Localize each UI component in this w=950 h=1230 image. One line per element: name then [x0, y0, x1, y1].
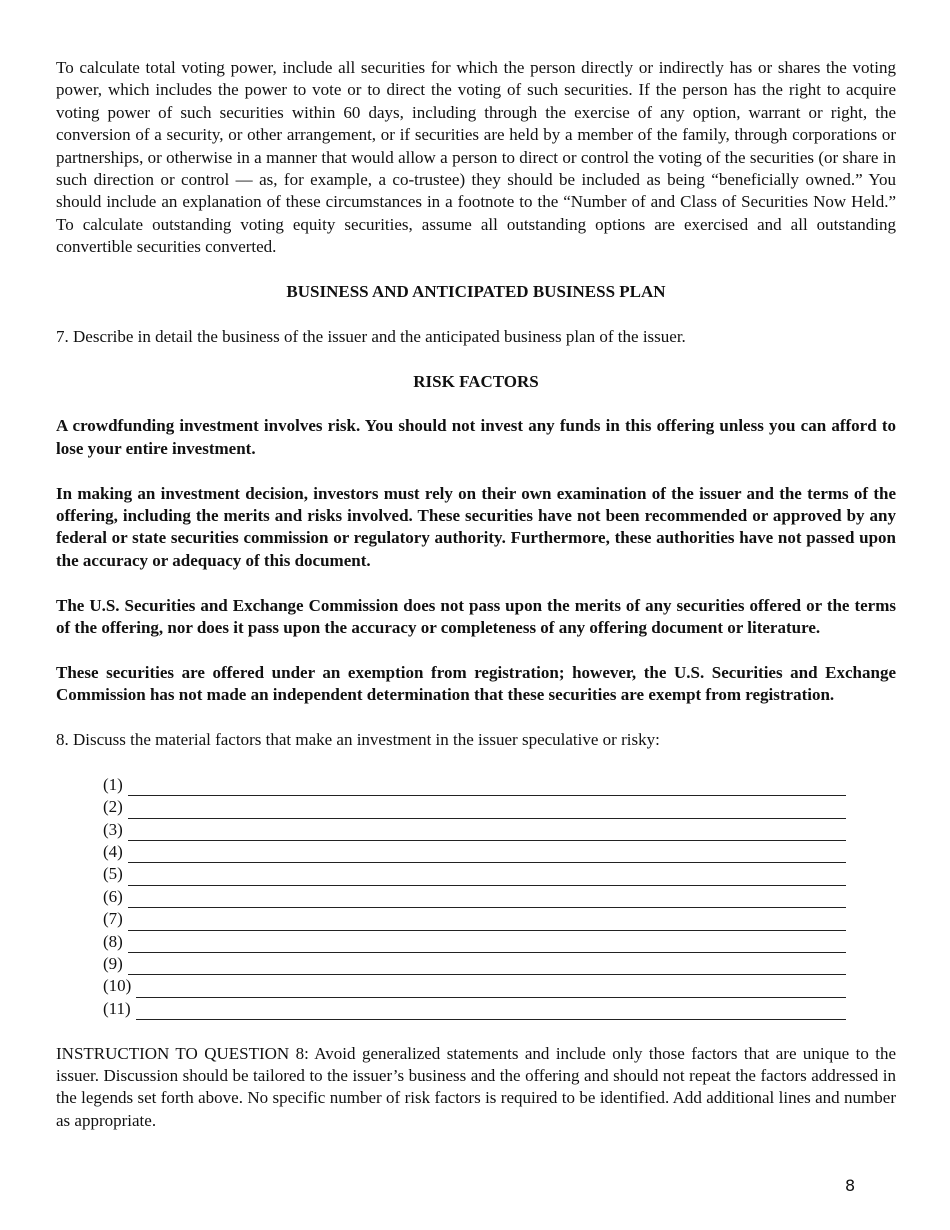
blank-line[interactable] [128, 845, 846, 863]
risk-factor-number: (6) [103, 886, 123, 906]
risk-factor-number: (1) [103, 774, 123, 794]
risk-factor-line[interactable] [103, 953, 846, 975]
business-plan-heading: BUSINESS AND ANTICIPATED BUSINESS PLAN [286, 282, 666, 302]
risk-factor-line[interactable] [103, 819, 846, 841]
risk-factor-line[interactable] [103, 841, 846, 863]
risk-factor-number: (7) [103, 909, 123, 929]
risk-factor-line[interactable] [103, 774, 846, 796]
question-8: 8. Discuss the material factors that make an investment in the issuer speculative or risky: [56, 730, 660, 750]
risk-factor-line[interactable] [103, 908, 846, 930]
voting-power-paragraph: To calculate total voting power, include all securities for which the person directly or indirectly has or shares the voting power, which includes the power to vote or to direct the voting of such securities. If the person has the right to acquire voting power of such securities within 60 days, including through the exercise of any option, warrant or right, the conversion of a security, or other arrangement, or if securities are held by a member of the family, through corporations or partnerships, or otherwise in a manner that would allow a person to direct or control the voting of the securities (or share in such direction or control — as, for example, a co-trustee) they should be included as being “beneficially owned.” You should include an explanation of these circumstances in a footnote to the “Number of and Class of Securities Now Held.” To calculate outstanding voting equity securities, assume all outstanding options are exercised and all outstanding convertible securities converted. [56, 58, 896, 257]
risk-factors-heading: RISK FACTORS [413, 371, 539, 391]
blank-line[interactable] [128, 957, 846, 975]
risk-legend-3: The U.S. Securities and Exchange Commission does not pass upon the merits of any securities offered or the terms of the offering, nor does it pass upon the accuracy or completeness of any offering document or literature. [56, 595, 896, 638]
blank-line[interactable] [136, 980, 846, 998]
instruction-question-8: INSTRUCTION TO QUESTION 8: Avoid generalized statements and include only those factors that are unique to the issuer. Discussion should be tailored to the issuer’s business and the offering and should not repeat the factors addressed in the legends set forth above. No specific number of risk factors is required to be identified. Add additional lines and number as appropriate. [56, 1043, 896, 1130]
risk-legend-1: A crowdfunding investment involves risk. You should not invest any funds in this offering unless you can afford to lose your entire investment. [56, 416, 896, 458]
document-page [56, 57, 896, 1132]
risk-factor-number: (4) [103, 842, 123, 862]
page-number: 8 [845, 1176, 856, 1195]
risk-legend-4: These securities are offered under an exemption from registration; however, the U.S. Securities and Exchange Commission has not made an independent determination that these securities are exempt from registration. [56, 662, 896, 705]
blank-line[interactable] [128, 890, 846, 908]
risk-factor-number: (3) [103, 819, 123, 839]
risk-factor-number: (5) [103, 864, 123, 884]
blank-line[interactable] [128, 778, 846, 796]
risk-factor-number: (8) [103, 931, 123, 951]
risk-factor-line[interactable] [103, 886, 846, 908]
risk-factor-line[interactable] [103, 863, 846, 885]
risk-factor-lines [103, 774, 846, 1020]
blank-line[interactable] [128, 868, 846, 886]
risk-factor-number: (10) [103, 976, 132, 996]
blank-line[interactable] [128, 935, 846, 953]
blank-line[interactable] [128, 823, 846, 841]
risk-factor-line[interactable] [103, 975, 846, 997]
risk-factor-number: (2) [103, 797, 123, 817]
blank-line[interactable] [136, 1002, 846, 1020]
risk-factor-number: (9) [103, 953, 123, 973]
blank-line[interactable] [128, 801, 846, 819]
risk-legend-2: In making an investment decision, investors must rely on their own examination of the issuer and the terms of the offering, including the merits and risks involved. These securities have not been recommended or approved by any federal or state securities commission or regulatory authority. Furthermore, these authorities have not passed upon the accuracy or adequacy of this document. [56, 483, 896, 570]
risk-factor-line[interactable] [103, 998, 846, 1020]
risk-factor-number: (11) [103, 998, 131, 1018]
question-7: 7. Describe in detail the business of the issuer and the anticipated business plan of the issuer. [56, 326, 686, 346]
blank-line[interactable] [128, 913, 846, 931]
risk-factor-line[interactable] [103, 931, 846, 953]
risk-factor-line[interactable] [103, 796, 846, 818]
